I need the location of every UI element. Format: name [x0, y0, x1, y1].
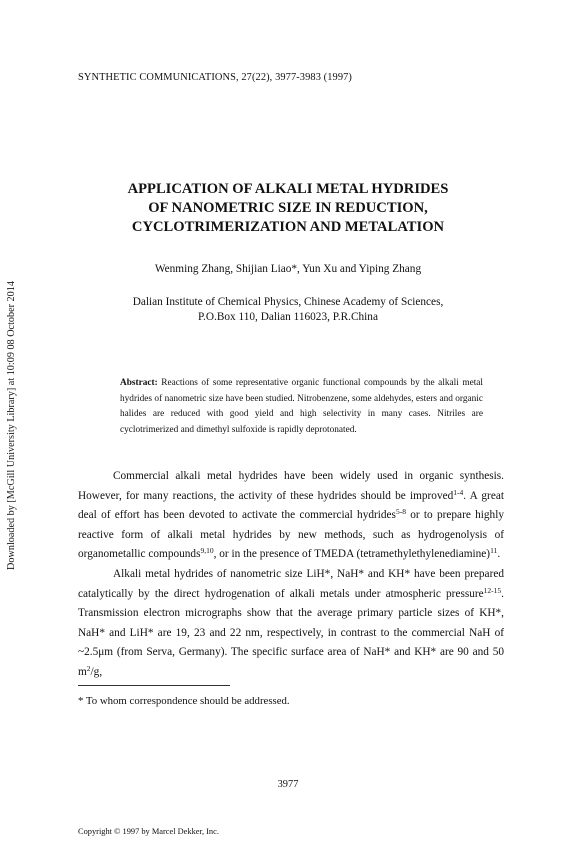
affiliation-line-1: Dalian Institute of Chemical Physics, Chinese Academy of Sciences,	[132, 296, 444, 308]
author-list: Wenming Zhang, Shijian Liao*, Yun Xu and Yiping Zhang	[154, 263, 422, 275]
text-run: /g,	[90, 665, 103, 678]
paragraph-intro	[78, 467, 504, 565]
title-line-1: APPLICATION OF ALKALI METAL HYDRIDES	[127, 181, 449, 197]
journal-citation: SYNTHETIC COMMUNICATIONS, 27(22), 3977-3983 (1997)	[78, 72, 352, 83]
title-line-2: OF NANOMETRIC SIZE IN REDUCTION,	[148, 200, 428, 216]
footnote: * To whom correspondence should be addressed.	[78, 695, 290, 707]
citation-ref: 12-15	[483, 585, 502, 595]
article-title	[60, 180, 516, 237]
citation-ref: 5-8	[395, 507, 406, 517]
title-line-3: CYCLOTRIMERIZATION AND METALATION	[131, 219, 445, 235]
abstract-text: Reactions of some representative organic functional compounds by the alkali metal hydrides of nanometric size have been studied. Nitrobenzene, some aldehydes, esters and organic halides are reduced with good yield and high selectivity in many cases. Nitriles are cyclotrimerized and dimethyl sulfoxide is rapidly deprotonated.	[120, 378, 483, 435]
text-run: . Transmission electron micrographs show that the average primary particle sizes of KH*, NaH* and LiH* are 19, 23 and 22 nm, respectively, in contrast to the commercial NaH of ~2.5μm (from Serva, Germany). The specific surface area of NaH* and KH* are 90 and 50 m	[78, 587, 504, 678]
text-run: . A great deal of effort has been devoted to activate the commercial hydrides	[78, 489, 504, 522]
paragraph-hydrides	[78, 565, 504, 683]
copyright-notice: Copyright © 1997 by Marcel Dekker, Inc.	[78, 827, 219, 836]
download-note: Downloaded by [McGill University Library] at 10:09 08 October 2014	[5, 280, 17, 570]
citation-ref: 9,10	[200, 546, 214, 556]
abstract-label: Abstract:	[120, 378, 158, 388]
text-run: .	[497, 548, 501, 561]
text-run: or to prepare highly reactive form of alkali metal hydrides by new methods, such as hydrogenolysis of organometallic compounds	[78, 509, 504, 561]
affiliation-line-2: P.O.Box 110, Dalian 116023, P.R.China	[198, 311, 378, 323]
body-text	[78, 467, 504, 683]
text-run: Commercial alkali metal hydrides have been widely used in organic synthesis. However, for many reactions, the activity of these hydrides should be improved	[78, 470, 504, 502]
page-number: 3977	[277, 779, 299, 790]
citation-ref: 1-4	[453, 487, 464, 497]
affiliation	[60, 295, 516, 325]
abstract	[120, 376, 483, 438]
superscript-exponent: 2	[86, 663, 91, 673]
download-watermark	[2, 225, 20, 625]
footnote-divider	[78, 685, 230, 686]
citation-ref: 11	[490, 546, 498, 556]
text-run: Alkali metal hydrides of nanometric size LiH*, NaH* and KH* have been prepared catalytically by the direct hydrogenation of alkali metals under atmospheric pressure	[78, 567, 504, 600]
text-run: , or in the presence of TMEDA (tetramethylethylenediamine)	[213, 548, 491, 561]
